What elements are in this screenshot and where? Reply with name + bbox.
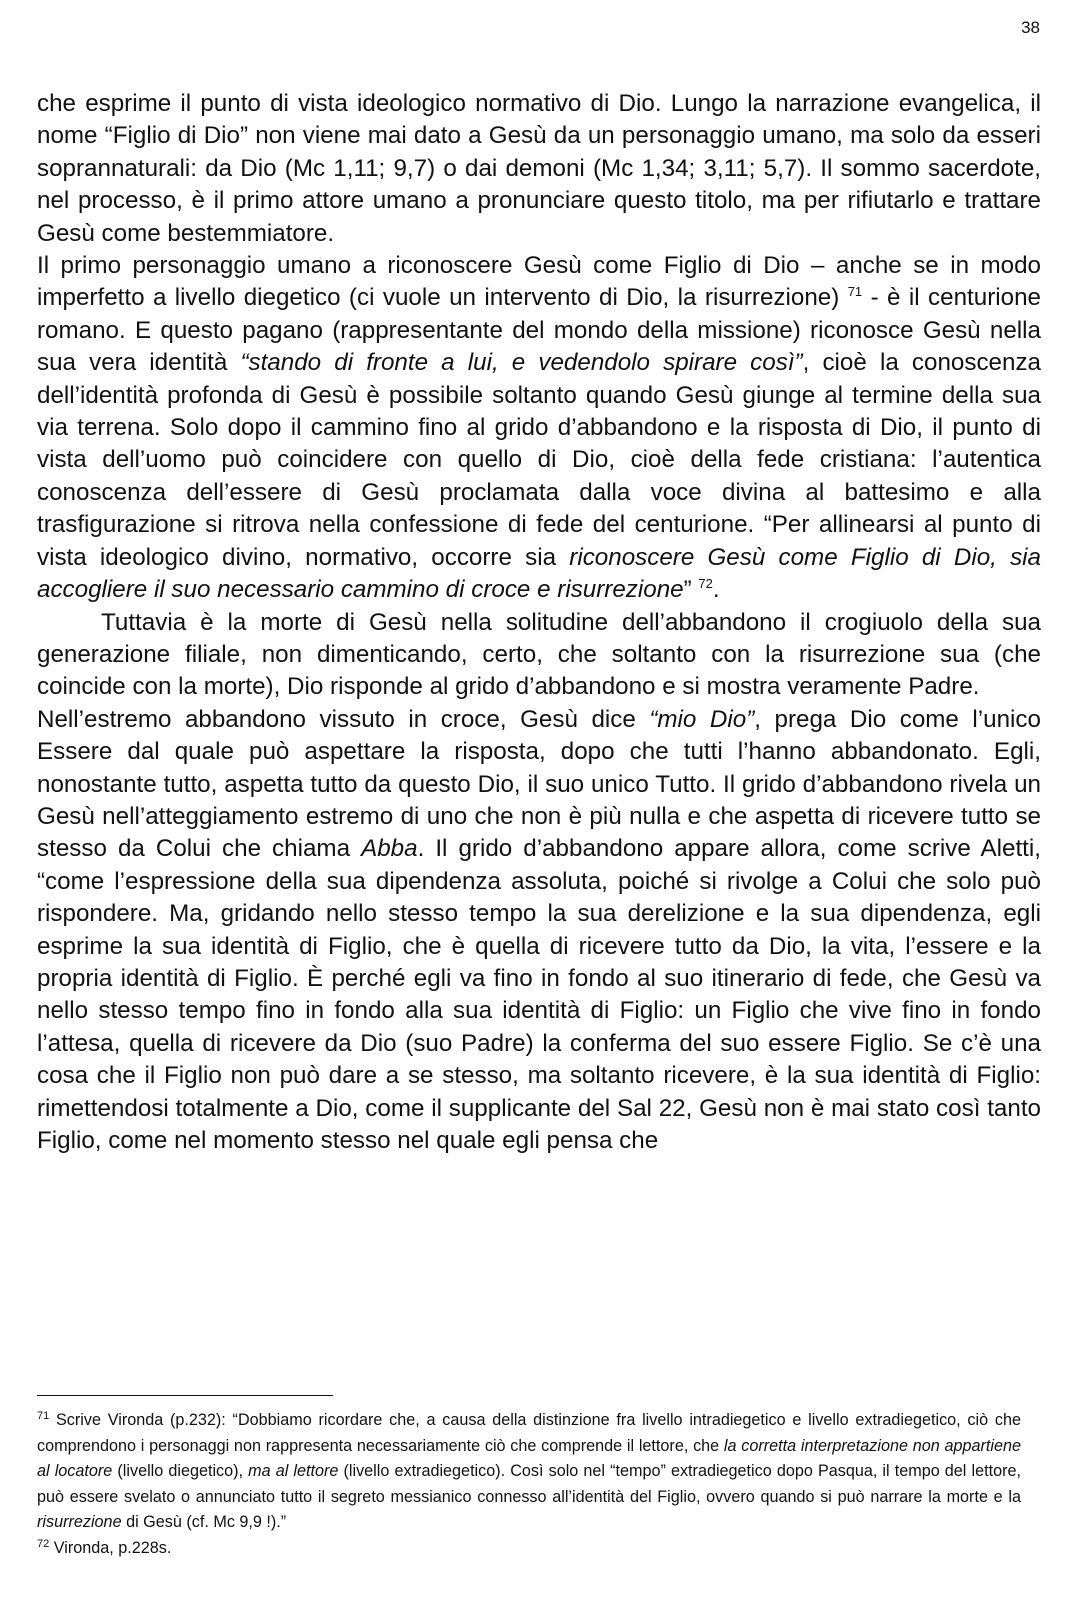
italic-quote: ma al lettore <box>248 1462 339 1481</box>
italic-quote: “stando di fronte a lui, e vedendolo spirare così” <box>240 349 803 377</box>
text-run: Scrive Vironda (p.232): “Dobbiamo ricordare che, a causa della distinzione fra livello intradiegetico e livello extradiegetico, ciò che comprendono i personaggi non rappresenta necessariamente ciò che comprende il lettore, che <box>37 1411 1021 1455</box>
italic-quote: riconoscere Gesù come Figlio di Dio, sia accogliere il suo necessario cammino di croce e risurrezione <box>37 543 1041 604</box>
footnote-separator <box>37 1395 333 1396</box>
italic-quote: “mio Dio” <box>649 705 755 733</box>
paragraph <box>37 607 1041 704</box>
italic-quote: la corretta interpretazione non appartiene al locatore <box>37 1436 1021 1481</box>
text-run: Vironda, p.228s. <box>49 1538 172 1557</box>
page-number: 38 <box>1021 18 1040 37</box>
text-run: (livello extradiegetico). Così solo nel “tempo” extradiegetico dopo Pasqua, il tempo del lettore, può essere svelato o annunciato tutto il segreto messianico connesso all’identità del Figlio, ovvero quando si può narrare la morte e la <box>37 1462 1021 1506</box>
text-run: Il primo personaggio umano a riconoscere Gesù come Figlio di Dio – anche se in modo imperfetto a livello diegetico (ci vuole un intervento di Dio, la risurrezione) <box>37 252 1041 312</box>
footnote <box>37 1536 1021 1562</box>
italic-term: Abba <box>361 835 418 863</box>
paragraph <box>37 88 1041 250</box>
text-run: , prega Dio come l’unico Essere dal quale può aspettare la risposta, dopo che tutti l’hanno abbandonato. Egli, nonostante tutto, aspetta tutto da questo Dio, il suo unico Tutto. Il grido d’abbandono rivela un Gesù nell’atteggiamento estremo di uno che non è più nulla e che aspetta di ricevere tutto se stesso da Colui che chiama <box>37 705 1041 863</box>
body-text <box>37 88 1041 1157</box>
footnote-reference: 71 <box>847 284 863 300</box>
text-run: , cioè la conoscenza dell’identità profonda di Gesù è possibile soltanto quando Gesù giunge al termine della sua via terrena. Solo dopo il cammino fino al grido d’abbandono e la risposta di Dio, il punto di vista dell’uomo può coincidere con quello di Dio, cioè della fede cristiana: l’autentica conoscenza dell’essere di Gesù proclamata dalla voce divina al battesimo e alla trasfigurazione si ritrova nella confessione di fede del centurione. “Per allinearsi al punto di vista ideologico divino, normativo, occorre sia <box>37 349 1041 571</box>
footnote <box>37 1408 1021 1536</box>
paragraph <box>37 704 1041 1158</box>
paragraph <box>37 250 1041 606</box>
text-run: ” <box>683 576 699 604</box>
italic-term: risurrezione <box>37 1513 122 1532</box>
text-run: . Il grido d’abbandono appare allora, come scrive Aletti, “come l’espressione della sua dipendenza assoluta, poiché si rivolge a Colui che solo può rispondere. Ma, gridando nello stesso tempo la sua derelizione e la sua dipendenza, egli esprime la sua identità di Figlio, che è quella di ricevere tutto da Dio, la vita, l’essere e la propria identità di Figlio. È perché egli va fino in fondo al suo itinerario di fede, che Gesù va nello stesso tempo fino in fondo alla sua identità di Figlio: un Figlio che vive fino in fondo l’attesa, quella di ricevere da Dio (suo Padre) la conferma del suo essere Figlio. Se c’è una cosa che il Figlio non può dare a se stesso, ma soltanto ricevere, è la sua identità di Figlio: rimettendosi totalmente a Dio, come il supplicante del Sal 22, Gesù non è mai stato così tanto Figlio, come nel momento stesso nel quale egli pensa che <box>37 835 1041 1154</box>
text-run: Tuttavia è la morte di Gesù nella solitudine dell’abbandono il crogiuolo della sua generazione filiale, non dimenticando, certo, che soltanto con la risurrezione sua (che coincide con la morte), Dio risponde al grido d’abbandono e si mostra veramente Padre. <box>37 608 1041 701</box>
text-run: di Gesù (cf. Mc 9,9 !).” <box>121 1513 287 1532</box>
text-run: Nell’estremo abbandono vissuto in croce, Gesù dice <box>37 705 650 733</box>
footnote-number: 72 <box>37 1537 50 1550</box>
footnote-number: 71 <box>37 1410 50 1422</box>
footnote-reference: 72 <box>698 576 713 592</box>
text-run: che esprime il punto di vista ideologico normativo di Dio. Lungo la narrazione evangelica, il nome “Figlio di Dio” non viene mai dato a Gesù da un personaggio umano, ma solo da esseri soprannaturali: da Dio (Mc 1,11; 9,7) o dai demoni (Mc 1,34; 3,11; 5,7). Il sommo sacerdote, nel processo, è il primo attore umano a pronunciare questo titolo, ma per rifiutarlo e trattare Gesù come bestemmiatore. <box>37 90 1041 247</box>
text-run: (livello diegetico), <box>112 1462 249 1481</box>
text-run: - è il centurione romano. E questo pagano (rappresentante del mondo della missione) riconosce Gesù nella sua vera identità <box>37 284 1041 377</box>
footnotes <box>37 1408 1021 1562</box>
text-run: . <box>712 576 720 604</box>
